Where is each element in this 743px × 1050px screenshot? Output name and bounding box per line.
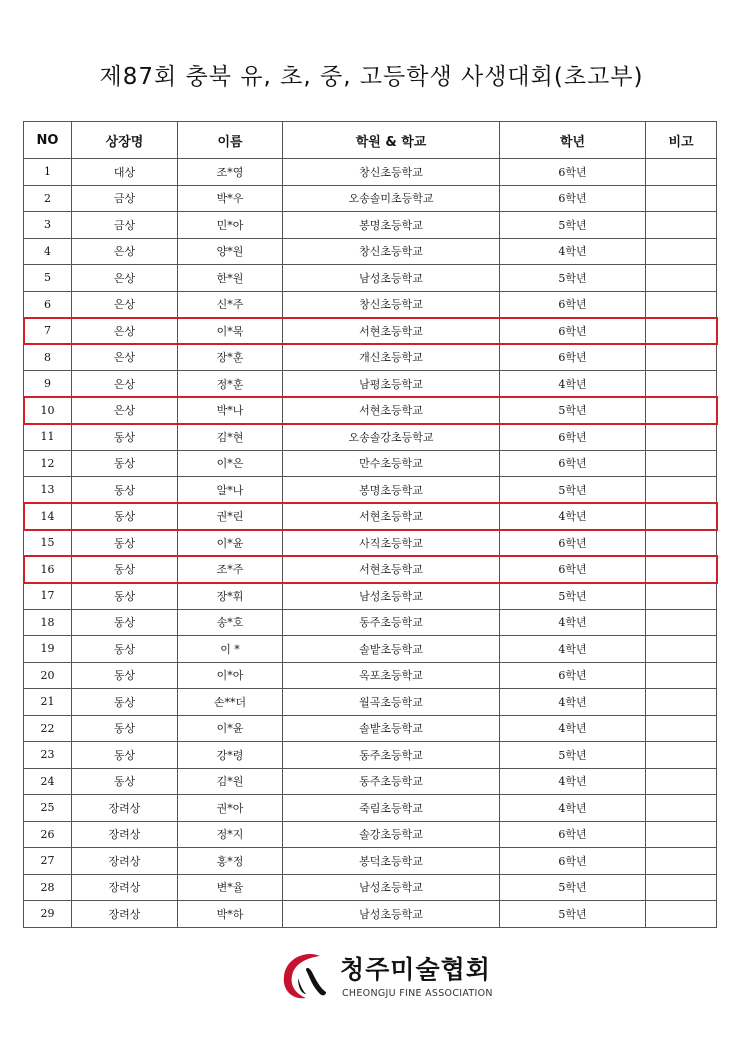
cell-name: 강*령 <box>178 742 283 769</box>
cell-no: 19 <box>24 636 72 663</box>
table-row <box>24 768 717 795</box>
cell-name: 이 * <box>178 636 283 663</box>
cell-no: 6 <box>24 291 72 318</box>
cell-grade: 6학년 <box>500 530 646 557</box>
cell-no: 17 <box>24 583 72 610</box>
cell-note <box>646 768 717 795</box>
cell-award: 은상 <box>72 344 178 371</box>
cell-name: 장*훈 <box>178 344 283 371</box>
cell-note <box>646 556 717 583</box>
cell-award: 은상 <box>72 371 178 398</box>
cell-name: 이*아 <box>178 662 283 689</box>
cell-note <box>646 530 717 557</box>
cell-award: 동상 <box>72 742 178 769</box>
cell-no: 18 <box>24 609 72 636</box>
cell-grade: 5학년 <box>500 901 646 928</box>
table-row <box>24 291 717 318</box>
cell-name: 손**더 <box>178 689 283 716</box>
cell-award: 금상 <box>72 185 178 212</box>
cell-award: 동상 <box>72 530 178 557</box>
cell-name: 박*우 <box>178 185 283 212</box>
cell-award: 동상 <box>72 609 178 636</box>
cell-note <box>646 503 717 530</box>
cell-award: 동상 <box>72 715 178 742</box>
table-row <box>24 477 717 504</box>
cell-award: 동상 <box>72 689 178 716</box>
header-no: NO <box>24 122 72 159</box>
cell-school: 옥포초등학교 <box>283 662 500 689</box>
cell-school: 월곡초등학교 <box>283 689 500 716</box>
cell-name: 김*원 <box>178 768 283 795</box>
cell-no: 14 <box>24 503 72 530</box>
cell-grade: 6학년 <box>500 159 646 186</box>
cell-school: 죽림초등학교 <box>283 795 500 822</box>
cell-name: 장*휘 <box>178 583 283 610</box>
table-row <box>24 742 717 769</box>
cell-name: 권*아 <box>178 795 283 822</box>
cell-school: 오송솔강초등학교 <box>283 424 500 451</box>
cell-note <box>646 742 717 769</box>
cell-no: 7 <box>24 318 72 345</box>
header-award: 상장명 <box>72 122 178 159</box>
cell-award: 동상 <box>72 583 178 610</box>
cell-name: 알*나 <box>178 477 283 504</box>
cell-note <box>646 397 717 424</box>
cell-award: 장려상 <box>72 874 178 901</box>
cell-school: 남성초등학교 <box>283 901 500 928</box>
cell-grade: 5학년 <box>500 265 646 292</box>
cell-note <box>646 636 717 663</box>
cell-school: 남성초등학교 <box>283 265 500 292</box>
header-name: 이름 <box>178 122 283 159</box>
table-row <box>24 371 717 398</box>
cell-name: 이*윤 <box>178 715 283 742</box>
cell-school: 남성초등학교 <box>283 583 500 610</box>
table-row <box>24 397 717 424</box>
cell-note <box>646 212 717 239</box>
cell-grade: 6학년 <box>500 344 646 371</box>
cell-no: 3 <box>24 212 72 239</box>
cell-no: 20 <box>24 662 72 689</box>
table-row <box>24 185 717 212</box>
cell-school: 남성초등학교 <box>283 874 500 901</box>
cell-grade: 6학년 <box>500 556 646 583</box>
cell-school: 오송솔미초등학교 <box>283 185 500 212</box>
table-row <box>24 159 717 186</box>
cell-no: 25 <box>24 795 72 822</box>
page-title: 제87회 충북 유, 초, 중, 고등학생 사생대회(초고부) <box>99 64 644 90</box>
cell-award: 동상 <box>72 424 178 451</box>
table-header-row <box>24 122 717 159</box>
cell-school: 동주초등학교 <box>283 742 500 769</box>
cell-school: 서현초등학교 <box>283 556 500 583</box>
cell-note <box>646 715 717 742</box>
cell-no: 23 <box>24 742 72 769</box>
cell-grade: 6학년 <box>500 185 646 212</box>
cell-school: 서현초등학교 <box>283 397 500 424</box>
cell-no: 2 <box>24 185 72 212</box>
cell-grade: 6학년 <box>500 291 646 318</box>
cell-award: 동상 <box>72 450 178 477</box>
cell-no: 11 <box>24 424 72 451</box>
cell-no: 5 <box>24 265 72 292</box>
header-grade: 학년 <box>500 122 646 159</box>
header-note: 비고 <box>646 122 717 159</box>
cell-name: 한*원 <box>178 265 283 292</box>
table-row <box>24 795 717 822</box>
cell-school: 동주초등학교 <box>283 609 500 636</box>
table-row <box>24 265 717 292</box>
cell-award: 동상 <box>72 768 178 795</box>
cell-name: 조*주 <box>178 556 283 583</box>
cell-note <box>646 318 717 345</box>
cell-school: 봉명초등학교 <box>283 212 500 239</box>
cell-school: 서현초등학교 <box>283 503 500 530</box>
header-school: 학원 & 학교 <box>283 122 500 159</box>
awards-table <box>23 121 717 928</box>
cell-school: 만수초등학교 <box>283 450 500 477</box>
table-row <box>24 609 717 636</box>
cell-award: 동상 <box>72 662 178 689</box>
cell-note <box>646 344 717 371</box>
cell-school: 동주초등학교 <box>283 768 500 795</box>
logo-subtitle: CHEONGJU FINE ASSOCIATION <box>342 988 493 999</box>
table-row <box>24 318 717 345</box>
cell-no: 28 <box>24 874 72 901</box>
cell-school: 개신초등학교 <box>283 344 500 371</box>
cell-grade: 4학년 <box>500 689 646 716</box>
cell-name: 조*영 <box>178 159 283 186</box>
cell-note <box>646 185 717 212</box>
table-row <box>24 424 717 451</box>
cell-note <box>646 662 717 689</box>
cell-no: 16 <box>24 556 72 583</box>
cell-school: 창신초등학교 <box>283 159 500 186</box>
cell-grade: 5학년 <box>500 397 646 424</box>
cell-name: 정*훈 <box>178 371 283 398</box>
cell-note <box>646 901 717 928</box>
cell-grade: 4학년 <box>500 795 646 822</box>
cell-school: 서현초등학교 <box>283 318 500 345</box>
cell-award: 동상 <box>72 556 178 583</box>
cell-grade: 5학년 <box>500 874 646 901</box>
cell-no: 21 <box>24 689 72 716</box>
cell-note <box>646 371 717 398</box>
cell-grade: 6학년 <box>500 318 646 345</box>
cell-name: 이*묵 <box>178 318 283 345</box>
cell-note <box>646 477 717 504</box>
cell-no: 12 <box>24 450 72 477</box>
cell-note <box>646 821 717 848</box>
cell-name: 송*호 <box>178 609 283 636</box>
cell-note <box>646 689 717 716</box>
table-row <box>24 874 717 901</box>
cell-school: 남평초등학교 <box>283 371 500 398</box>
cell-name: 변*율 <box>178 874 283 901</box>
cell-name: 이*은 <box>178 450 283 477</box>
table-row <box>24 848 717 875</box>
cell-school: 창신초등학교 <box>283 291 500 318</box>
cell-grade: 6학년 <box>500 450 646 477</box>
cell-no: 13 <box>24 477 72 504</box>
table-row <box>24 662 717 689</box>
table-row <box>24 212 717 239</box>
cell-grade: 5학년 <box>500 212 646 239</box>
cell-no: 27 <box>24 848 72 875</box>
cell-no: 9 <box>24 371 72 398</box>
cell-school: 솔강초등학교 <box>283 821 500 848</box>
cell-school: 솔밭초등학교 <box>283 636 500 663</box>
cell-no: 29 <box>24 901 72 928</box>
cell-note <box>646 159 717 186</box>
cell-name: 민*아 <box>178 212 283 239</box>
cell-grade: 6학년 <box>500 424 646 451</box>
cell-school: 사직초등학교 <box>283 530 500 557</box>
cell-no: 8 <box>24 344 72 371</box>
cell-grade: 5학년 <box>500 477 646 504</box>
cell-school: 봉덕초등학교 <box>283 848 500 875</box>
cell-no: 26 <box>24 821 72 848</box>
cell-award: 장려상 <box>72 821 178 848</box>
cell-grade: 4학년 <box>500 371 646 398</box>
cell-school: 봉명초등학교 <box>283 477 500 504</box>
table-row <box>24 636 717 663</box>
cell-grade: 6학년 <box>500 848 646 875</box>
cell-award: 은상 <box>72 318 178 345</box>
cell-note <box>646 874 717 901</box>
cell-no: 24 <box>24 768 72 795</box>
cell-no: 4 <box>24 238 72 265</box>
cell-note <box>646 795 717 822</box>
table-row <box>24 238 717 265</box>
cell-note <box>646 583 717 610</box>
cell-name: 정*지 <box>178 821 283 848</box>
cell-grade: 5학년 <box>500 742 646 769</box>
cell-name: 박*나 <box>178 397 283 424</box>
cell-note <box>646 265 717 292</box>
cell-no: 15 <box>24 530 72 557</box>
cell-name: 신*주 <box>178 291 283 318</box>
cell-no: 10 <box>24 397 72 424</box>
cell-note <box>646 609 717 636</box>
cell-grade: 4학년 <box>500 609 646 636</box>
cell-grade: 4학년 <box>500 715 646 742</box>
table-row <box>24 821 717 848</box>
table-row <box>24 530 717 557</box>
cell-name: 박*하 <box>178 901 283 928</box>
cell-name: 김*현 <box>178 424 283 451</box>
cell-note <box>646 238 717 265</box>
table-row <box>24 556 717 583</box>
cell-name: 권*린 <box>178 503 283 530</box>
cell-grade: 4학년 <box>500 503 646 530</box>
table-row <box>24 583 717 610</box>
cell-award: 은상 <box>72 238 178 265</box>
table-row <box>24 503 717 530</box>
cell-award: 은상 <box>72 265 178 292</box>
logo-name: 청주미술협회 <box>340 955 491 984</box>
cell-no: 22 <box>24 715 72 742</box>
table-row <box>24 450 717 477</box>
cell-grade: 4학년 <box>500 768 646 795</box>
cell-name: 양*원 <box>178 238 283 265</box>
table-row <box>24 689 717 716</box>
cell-award: 대상 <box>72 159 178 186</box>
cell-grade: 4학년 <box>500 238 646 265</box>
cell-award: 장려상 <box>72 795 178 822</box>
cell-note <box>646 848 717 875</box>
cell-name: 이*윤 <box>178 530 283 557</box>
cell-grade: 5학년 <box>500 583 646 610</box>
cell-no: 1 <box>24 159 72 186</box>
cell-school: 창신초등학교 <box>283 238 500 265</box>
cell-award: 장려상 <box>72 901 178 928</box>
cell-grade: 6학년 <box>500 821 646 848</box>
cell-note <box>646 450 717 477</box>
footer-logo <box>0 948 743 1008</box>
cell-award: 금상 <box>72 212 178 239</box>
cell-award: 은상 <box>72 291 178 318</box>
cell-school: 솔밭초등학교 <box>283 715 500 742</box>
cell-note <box>646 424 717 451</box>
table-row <box>24 344 717 371</box>
cell-award: 장려상 <box>72 848 178 875</box>
table-row <box>24 715 717 742</box>
cell-award: 동상 <box>72 636 178 663</box>
cell-award: 동상 <box>72 477 178 504</box>
cheongju-fine-association-logo-icon <box>276 948 330 1002</box>
table-row <box>24 901 717 928</box>
cell-name: 홍*정 <box>178 848 283 875</box>
cell-grade: 4학년 <box>500 636 646 663</box>
cell-award: 은상 <box>72 397 178 424</box>
cell-award: 동상 <box>72 503 178 530</box>
cell-note <box>646 291 717 318</box>
cell-grade: 6학년 <box>500 662 646 689</box>
